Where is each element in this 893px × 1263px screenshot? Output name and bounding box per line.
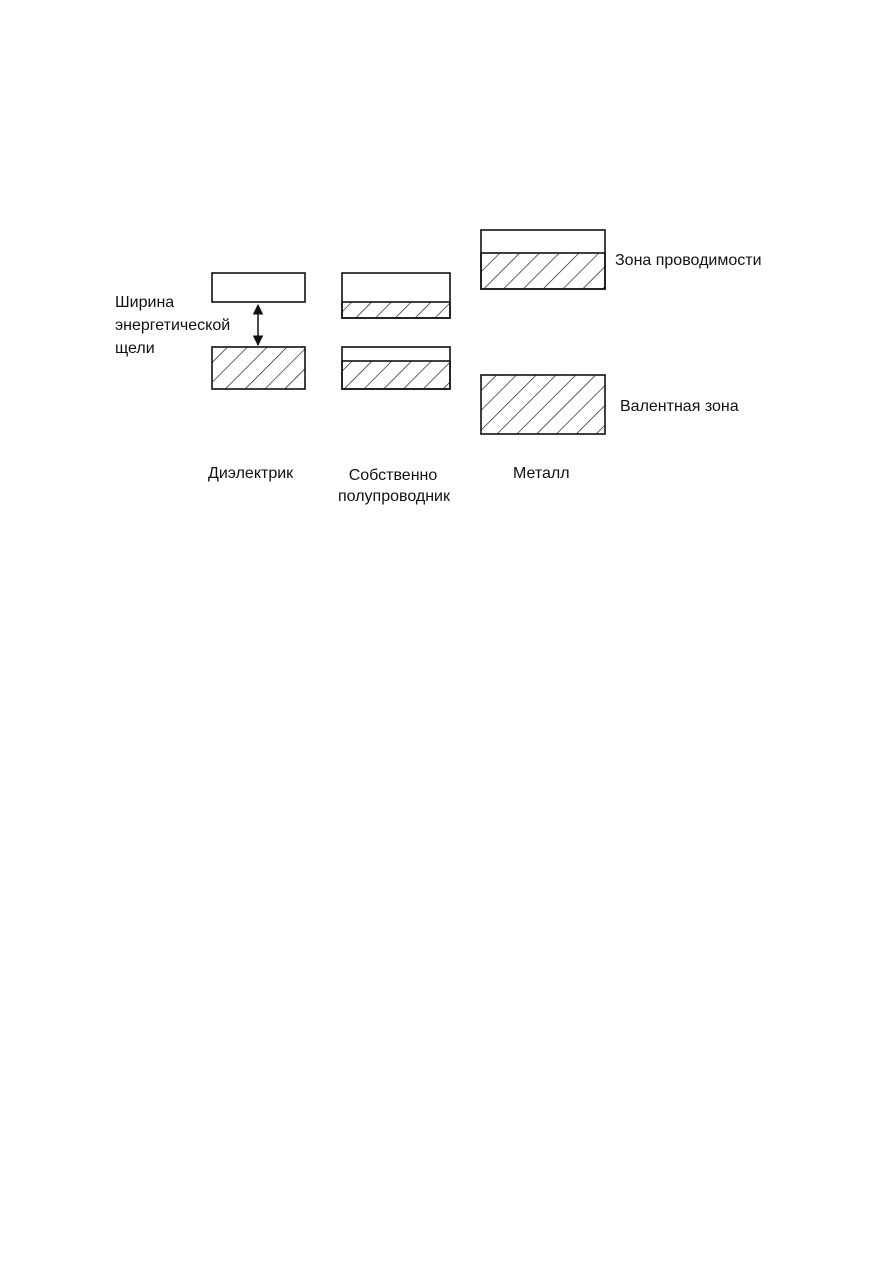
metal-label: Металл — [513, 465, 570, 482]
dielectric-valence-band — [212, 347, 305, 389]
semiconductor-column — [342, 273, 450, 389]
semiconductor-valence-filled — [342, 361, 450, 389]
semiconductor-label-line1: Собственно — [348, 467, 438, 484]
valence-band-label: Валентная зона — [620, 398, 739, 415]
gap-label-line1: Ширина — [115, 294, 175, 311]
semiconductor-conduction-filled — [342, 302, 450, 318]
gap-label-line2: энергетической — [115, 317, 231, 334]
conduction-band-label: Зона проводимости — [615, 252, 762, 269]
metal-valence-band — [481, 375, 605, 434]
metal-conduction-filled — [481, 253, 605, 289]
semiconductor-label-line2: полупроводник — [338, 488, 450, 505]
dielectric-label: Диэлектрик — [208, 465, 294, 482]
metal-column — [481, 230, 605, 434]
dielectric-conduction-band — [212, 273, 305, 302]
gap-label-line3: щели — [115, 340, 155, 357]
